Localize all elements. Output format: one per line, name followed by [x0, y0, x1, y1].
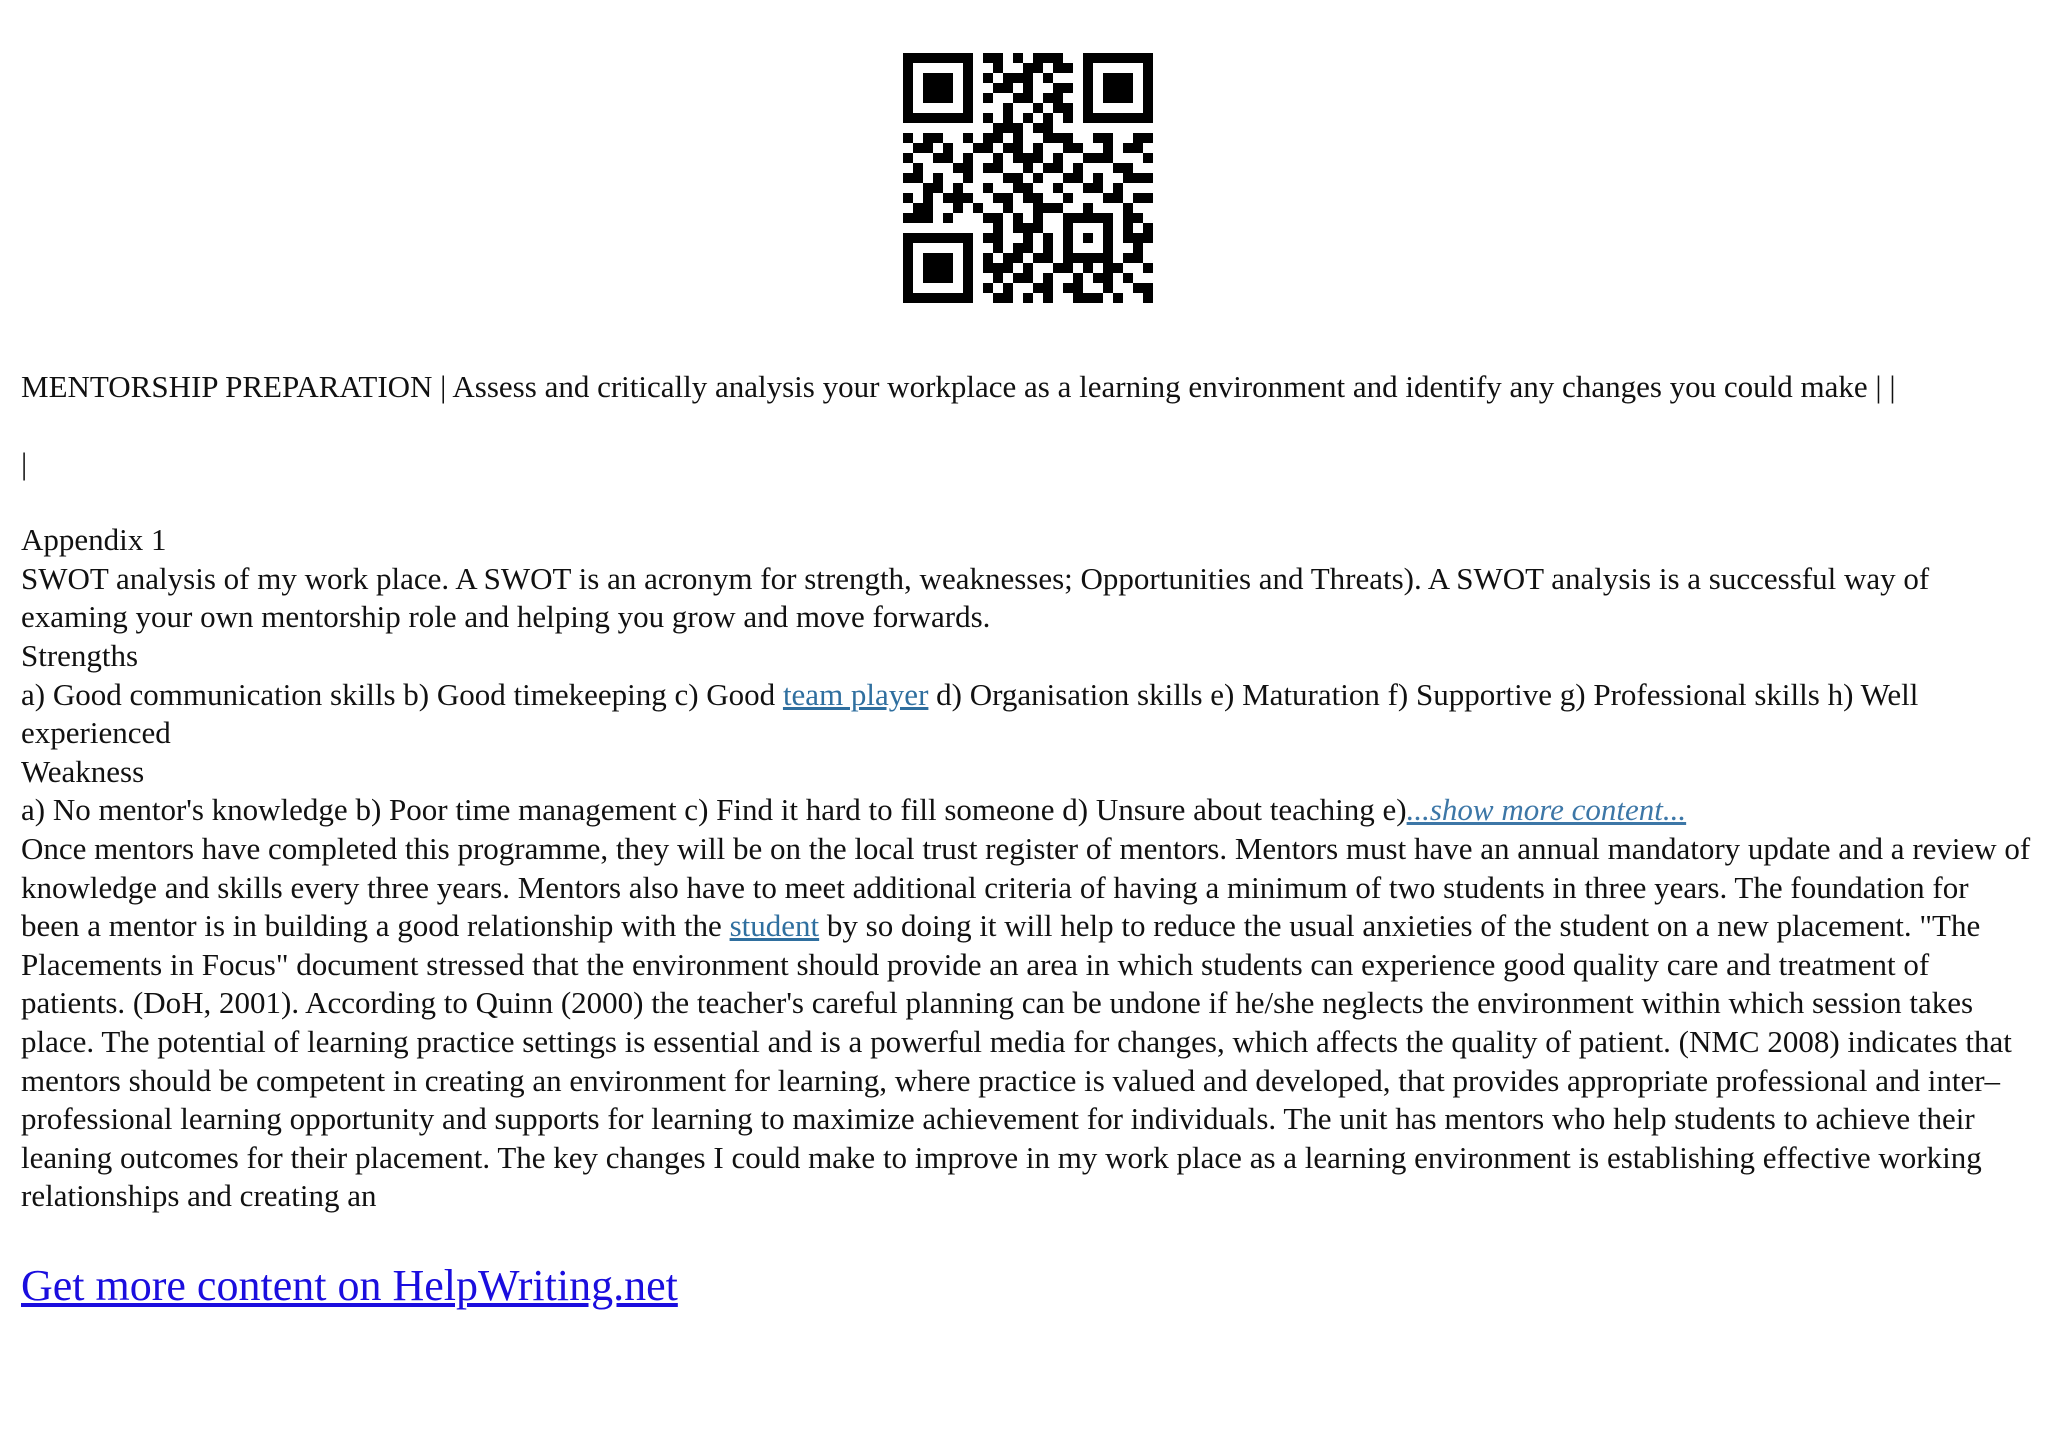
strengths-text-1: a) Good communication skills b) Good timekeeping c) Good: [21, 676, 783, 712]
student-link[interactable]: student: [729, 908, 820, 944]
appendix-heading: Appendix 1: [21, 522, 167, 558]
spacer: [21, 483, 2031, 521]
swot-intro: SWOT analysis of my work place. A SWOT is an acronym for strength, weaknesses; Opportunities and Threats). A SWOT analysis is a successful way of examing your own mentorship role and helping you grow and move forwards.: [21, 560, 1930, 635]
paragraph-text-2: by so doing it will help to reduce the usual anxieties of the student on a new placement. "The Placements in Focus" document stressed that the environment should provide an area in which students can experience good quality care and treatment of patients. (DoH, 2001). According to Quinn (2000) the teacher's careful planning can be undone if he/she neglects the environment within which session takes place. The potential of learning practice settings is essential and is a powerful media for changes, which affects the quality of patient. (NMC 2008) indicates that mentors should be competent in creating an environment for learning, where practice is valued and developed, that provides appropriate professional and inter–professional learning opportunity and supports for learning to maximize achievement for individuals. The unit has mentors who help students to achieve their leaning outcomes for their placement. The key changes I could make to improve in my work place as a learning environment is establishing effective working relationships and creating an: [21, 908, 2012, 1214]
strengths-heading: Strengths: [21, 637, 139, 673]
weakness-heading: Weakness: [21, 753, 145, 789]
page-title: MENTORSHIP PREPARATION | Assess and critically analysis your workplace as a learning environment and identify any changes you could make | |: [21, 369, 1896, 404]
paragraph-text-1: Once mentors have completed this programme, they will be on the local trust register of mentors. Mentors must have an annual mandatory update and a review of knowledge and skills every three years. Mentors also have to meet additional criteria of having a minimum of two students in three years. The foundation for been a mentor is in building a good relationship with the: [21, 830, 2031, 944]
weakness-text: a) No mentor's knowledge b) Poor time management c) Find it hard to fill someone d) Unsure about teaching e): [21, 792, 1407, 828]
qr-code: [903, 53, 1153, 303]
helpwriting-link[interactable]: Get more content on HelpWriting.net: [21, 1261, 678, 1310]
document-body: [21, 368, 2031, 1216]
body-paragraph: [21, 830, 2031, 1216]
separator: |: [21, 445, 28, 481]
weakness-list: [21, 791, 2031, 830]
qr-code-icon: [903, 53, 1153, 303]
show-more-link[interactable]: ...show more content...: [1406, 792, 1687, 828]
strengths-text-2: d) Organisation skills e) Maturation f) Supportive g) Professional skills h) Well experienced: [21, 676, 1919, 751]
team-player-link[interactable]: team player: [782, 676, 929, 712]
strengths-list: [21, 676, 2031, 753]
